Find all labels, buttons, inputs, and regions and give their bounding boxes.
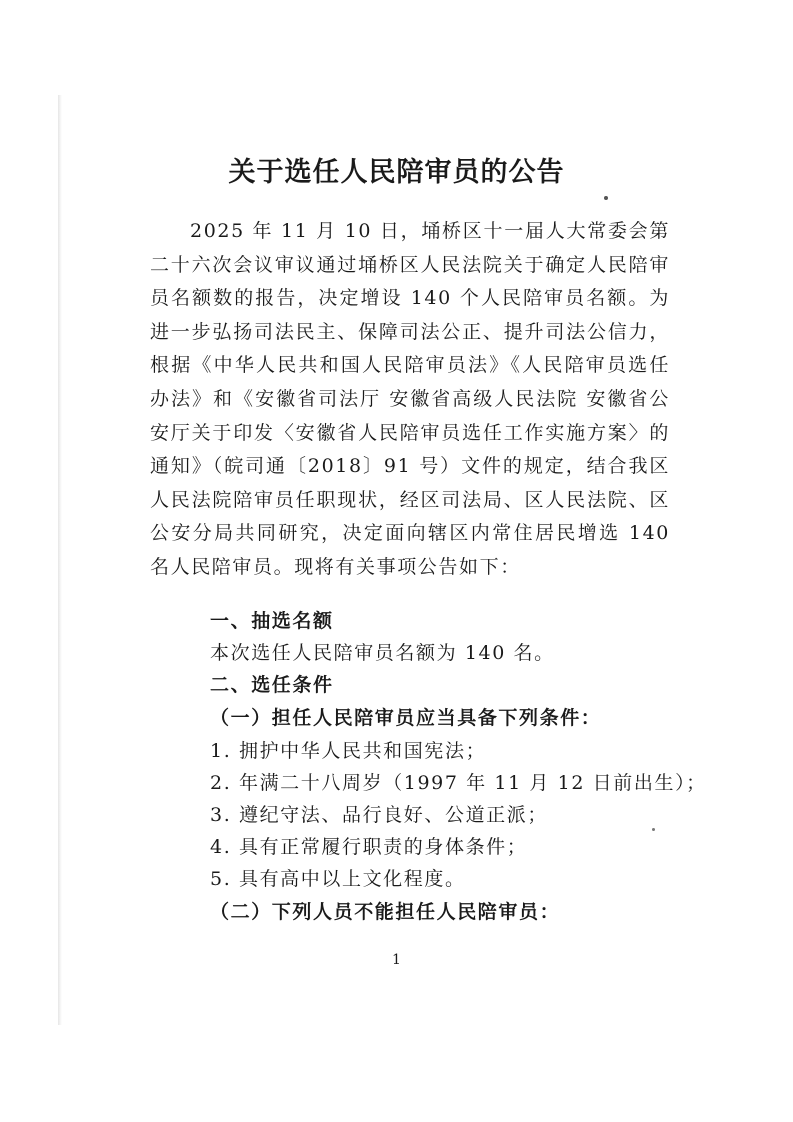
scan-speck	[652, 828, 655, 831]
intro-text: 2025 年 11 月 10 日，埇桥区十一届人大常委会第二十六次会议审议通过埇桥区人民法院关于确定人民陪审员名额数的报告，决定增设 140 个人民陪审员名额。为进一步弘扬司法民主、保障司法公正、提升司法公信力，根据《中华人民共和国人民陪审员法》《人民陪审员选任办法》和《安徽省司法厅 安徽省高级人民法院 安徽省公安厅关于印发〈安徽省人民陪审员选任工作实施方案〉的通知》（皖司通〔2018〕91 号）文件的规定，结合我区人民法院陪审员任职现状，经区司法局、区人民法院、区公安分局共同研究，决定面向辖区内常住居民增选 140 名人民陪审员。现将有关事项公告如下：	[150, 220, 670, 578]
section-2-sub-2: （二）下列人员不能担任人民陪审员：	[210, 901, 561, 923]
page-number: 1	[392, 952, 401, 968]
scan-edge-shadow	[58, 95, 62, 1025]
section-2-heading: 二、选任条件	[210, 674, 334, 696]
condition-item: 4. 具有正常履行职责的身体条件；	[210, 836, 528, 858]
intro-paragraph	[150, 215, 670, 585]
condition-item: 3. 遵纪守法、品行良好、公道正派；	[210, 804, 548, 826]
condition-item: 2. 年满二十八周岁（1997 年 11 月 12 日前出生）；	[210, 772, 707, 794]
scan-speck	[604, 196, 608, 200]
section-2-sub-1: （一）担任人民陪审员应当具备下列条件：	[210, 707, 602, 729]
page-title: 关于选任人民陪审员的公告	[228, 157, 565, 188]
condition-item: 5. 具有高中以上文化程度。	[210, 868, 466, 890]
section-1-heading: 一、抽选名额	[210, 610, 334, 632]
section-1-body: 本次选任人民陪审员名额为 140 名。	[210, 642, 555, 664]
condition-item: 1. 拥护中华人民共和国宪法；	[210, 740, 487, 762]
